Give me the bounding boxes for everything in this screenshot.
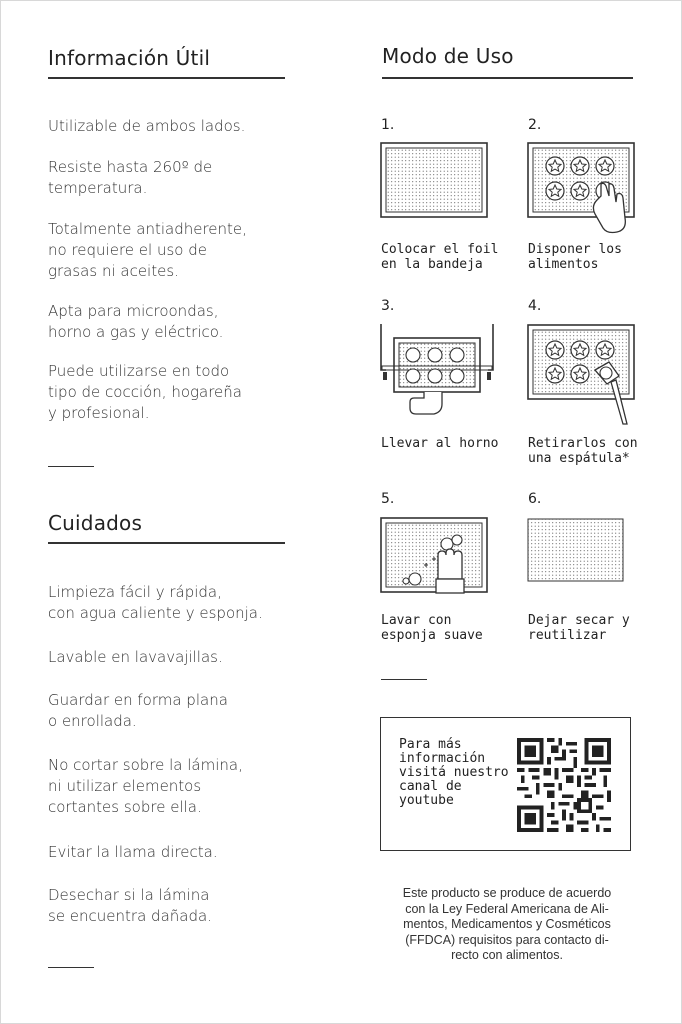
care-title-rule xyxy=(48,542,285,544)
care-item-5: Evitar la llama directa. xyxy=(48,843,218,861)
info-item-4: Apta para microondas, horno a gas y eléctrico. xyxy=(48,302,224,341)
info-divider xyxy=(48,466,94,467)
info-item-5: Puede utilizarse en todo tipo de cocción, hogareña y profesional. xyxy=(48,362,242,422)
info-item-1: Utilizable de ambos lados. xyxy=(48,117,246,135)
step-4-caption: Retirarlos con una espátula* xyxy=(528,436,638,466)
sponge-icon xyxy=(380,517,488,597)
care-item-4: No cortar sobre la lámina, ni utilizar elementos cortantes sobre ella. xyxy=(48,756,243,816)
steps-divider xyxy=(381,679,427,680)
step-3-caption: Llevar al horno xyxy=(381,436,499,451)
care-item-1: Limpieza fácil y rápida, con agua caliente y esponja. xyxy=(48,583,263,622)
qr-text: Para más información visitá nuestro canal de youtube xyxy=(399,737,509,808)
step-5-caption: Lavar con esponja suave xyxy=(381,613,483,643)
care-title: Cuidados xyxy=(48,511,143,535)
spatula-icon xyxy=(527,324,635,428)
qr-box[interactable] xyxy=(380,717,631,851)
care-item-2: Lavable en lavavajillas. xyxy=(48,648,223,666)
info-title-rule xyxy=(48,77,285,79)
step-2-caption: Disponer los alimentos xyxy=(528,242,622,272)
step-1-number: 1. xyxy=(381,117,395,133)
care-item-3: Guardar en forma plana o enrollada. xyxy=(48,691,228,730)
usage-title-rule xyxy=(382,77,633,79)
info-item-2: Resiste hasta 260º de temperatura. xyxy=(48,158,213,197)
step-5-number: 5. xyxy=(381,491,395,507)
care-divider xyxy=(48,967,94,968)
step-2-number: 2. xyxy=(528,117,542,133)
step-3-number: 3. xyxy=(381,298,395,314)
arrange-food-icon xyxy=(527,142,635,234)
dry-sheet-icon xyxy=(527,518,625,582)
step-6-number: 6. xyxy=(528,491,542,507)
qr-code-icon[interactable] xyxy=(517,738,611,832)
info-title: Información Útil xyxy=(48,46,211,70)
step-1-caption: Colocar el foil en la bandeja xyxy=(381,242,499,272)
usage-title: Modo de Uso xyxy=(382,44,514,68)
foil-tray-icon xyxy=(380,142,488,218)
step-6-caption: Dejar secar y reutilizar xyxy=(528,613,630,643)
info-item-3: Totalmente antiadherente, no requiere el uso de grasas ni aceites. xyxy=(48,220,247,280)
care-item-6: Desechar si la lámina se encuentra dañada. xyxy=(48,886,212,925)
oven-icon xyxy=(378,322,496,420)
legal-notice: Este producto se produce de acuerdo con la Ley Federal Americana de Ali- mentos, Medicamentos y Cosméticos (FFDCA) requisitos para contacto di- recto con alimentos. xyxy=(402,886,612,962)
step-4-number: 4. xyxy=(528,298,542,314)
